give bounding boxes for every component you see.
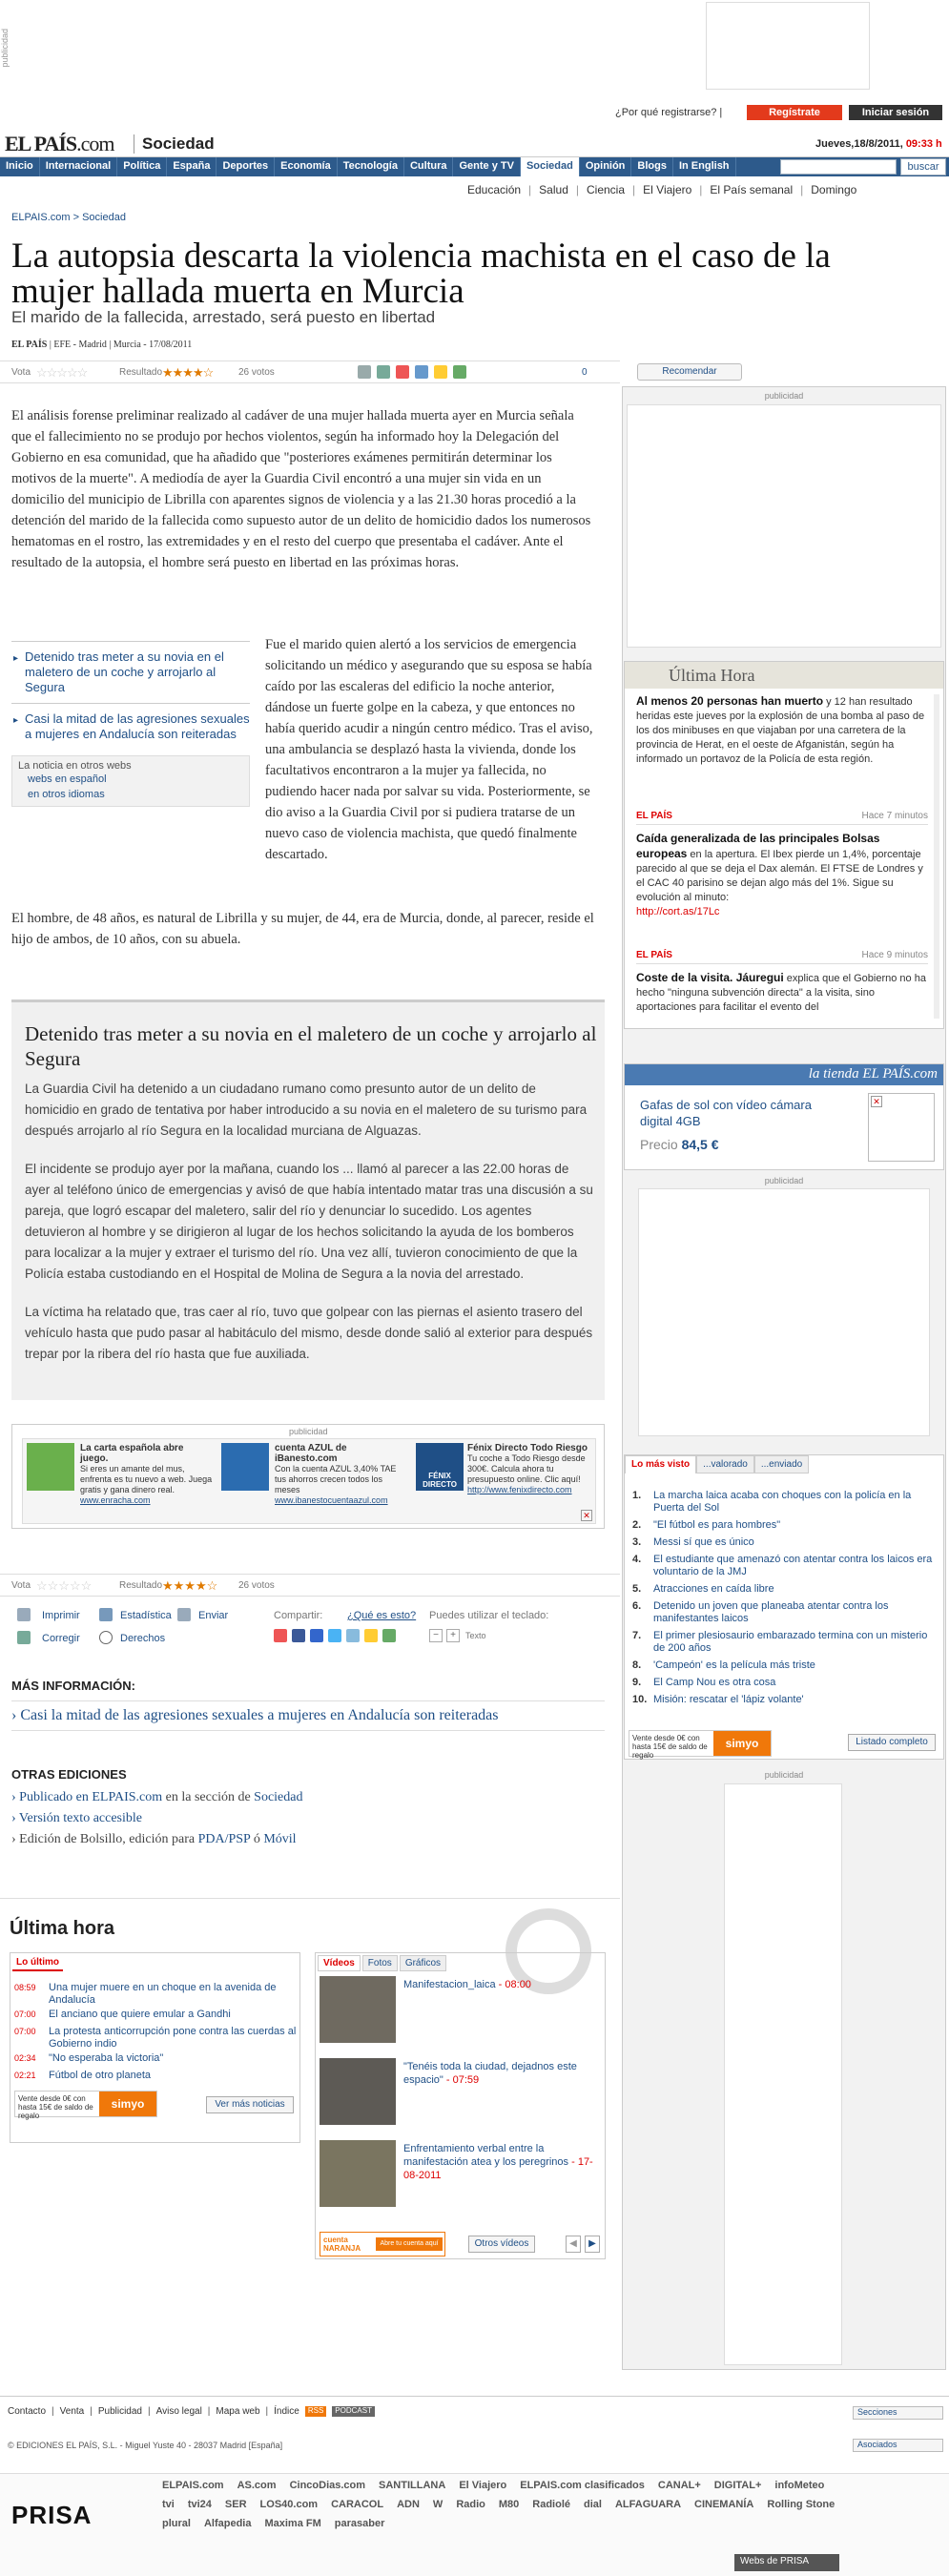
subnav-domingo[interactable]: Domingo: [811, 183, 857, 196]
other-editions: OTRAS EDICIONES › Publicado en ELPAIS.com en la sección de Sociedad › Versión texto accesible › Edición de Bolsillo, edición para PDA/PSP ó Móvil: [11, 1767, 605, 1850]
vote-stars[interactable]: ☆☆☆☆☆: [36, 365, 88, 380]
ad-image[interactable]: FÉNIX DIRECTO: [416, 1443, 464, 1491]
vote-count: 26 votos: [238, 367, 275, 378]
footer-link[interactable]: Contacto: [8, 2406, 47, 2417]
related-item[interactable]: ▸ Detenido tras meter a su novia en el maletero de un coche y arrojarlo al Segura: [11, 641, 250, 703]
edition-link[interactable]: › Publicado en ELPAIS.com en la sección de Sociedad: [11, 1790, 303, 1804]
correct-link[interactable]: Corregir: [42, 1633, 80, 1644]
next-arrow-icon[interactable]: ▶: [585, 2236, 600, 2253]
related-story-box: [11, 999, 605, 1400]
media-box: [315, 1952, 606, 2259]
nav-item-blogs[interactable]: Blogs: [631, 157, 673, 176]
list-item[interactable]: 8. 'Campeón' es la película más triste: [632, 1659, 815, 1671]
prev-arrow-icon[interactable]: ◀: [566, 2236, 581, 2253]
brand-link[interactable]: tvi: [162, 2499, 175, 2510]
ad-link[interactable]: http://www.fenixdirecto.com: [467, 1485, 572, 1494]
copyright-icon: [99, 1631, 113, 1644]
stats-link[interactable]: Estadística: [120, 1610, 172, 1621]
prisa-webs-select[interactable]: Webs de PRISA: [734, 2554, 839, 2571]
top-bar: [0, 103, 949, 122]
brand-link[interactable]: Rolling Stone: [767, 2499, 836, 2510]
article-paragraph-2: Fue el marido quien alertó a los servicios de emergencia solicitando un médico y asegurando que su esposa se había caído por las escaleras del edificio la noche anterior, dándose un fuerte golpe en la cabeza, y que entonces no había querido acudir a ningún centro médico. Tras el aviso, una ambulancia se desplazó hasta la vivienda, donde los facultativos encontraron a la mujer ya fallecida, no pudiendo hacer nada por salvar su vida. Posteriormente, se dio aviso a la Guardia Civil por si pudiera tratarse de un nuevo caso de violencia machista, que quedó finalmente descartado.: [265, 637, 593, 862]
brand-link[interactable]: ELPAIS.com clasificados: [520, 2480, 645, 2491]
breadcrumb[interactable]: ELPAIS.com > Sociedad: [11, 212, 126, 223]
related-story-p1: La Guardia Civil ha detenido a un ciudadano rumano como presunto autor de un delito de homicidio en grado de tentativa por haber introducido a su novia en el maletero de su turismo para después arrojarlo al río Segura en la localidad murciana de Alguazas.: [25, 1082, 588, 1138]
list-item[interactable]: 5. Atracciones en caída libre: [632, 1583, 774, 1595]
list-item[interactable]: 2. "El fútbol es para hombres": [632, 1519, 781, 1531]
breaking-news-item[interactable]: Caída generalizada de las principales Bolsas europeas en la apertura. El Ibex pierde un 1,4%, porcentaje parecido al que se deja el Dax alemán. El FTSE de Londres y el CAC 40 parisino se dejan algo más del 1%. Sigue su evolución al minuto: http://cort.as/17Lc: [636, 832, 923, 917]
ad-link[interactable]: www.enracha.com: [80, 1495, 151, 1505]
article-subtitle: El marido de la fallecida, arrestado, será puesto en libertad: [11, 308, 436, 326]
breaking-news-item[interactable]: Coste de la visita. Jáuregui explica que el Gobierno no ha hecho "ninguna subvención directa" a la visita, sino aportaciones para facilitar el evento del: [636, 971, 926, 1013]
brand-link[interactable]: plural: [162, 2518, 191, 2529]
share-icon[interactable]: [396, 365, 409, 379]
nav-item-politica[interactable]: Política: [117, 157, 167, 176]
nav-item-opinion[interactable]: Opinión: [580, 157, 632, 176]
footer-link[interactable]: Mapa web: [216, 2406, 260, 2417]
brand-link[interactable]: AS.com: [237, 2480, 277, 2491]
nav-item-cultura[interactable]: Cultura: [404, 157, 454, 176]
footer-link[interactable]: Publicidad: [97, 2406, 142, 2417]
why-register-link[interactable]: ¿Por qué registrarse? |: [615, 107, 723, 118]
brand-link[interactable]: ALFAGUARA: [614, 2499, 682, 2510]
tab-valorado[interactable]: ...valorado: [696, 1455, 754, 1473]
twitter-icon[interactable]: [328, 1629, 341, 1642]
other-videos-button[interactable]: Otros vídeos: [468, 2236, 535, 2253]
nav-item-deportes[interactable]: Deportes: [217, 157, 275, 176]
sidebar-skyscraper-ad[interactable]: [724, 1783, 842, 2365]
more-info: MÁS INFORMACIÓN: › Casi la mitad de las agresiones sexuales a mujeres en Andalucía son reiteradas: [11, 1679, 605, 1731]
register-button[interactable]: Regístrate: [747, 105, 842, 120]
brand-link[interactable]: DIGITAL+: [713, 2480, 762, 2491]
tab-lo-mas-visto[interactable]: Lo más visto: [625, 1455, 696, 1473]
latest-news-title: Última hora: [10, 1918, 115, 1939]
brand-link[interactable]: ELPAIS.com: [162, 2480, 224, 2491]
nav-item-gente[interactable]: Gente y TV: [453, 157, 520, 176]
text-decrease-button[interactable]: −: [429, 1629, 443, 1642]
bookmark-icon[interactable]: [364, 1629, 378, 1642]
nav-item-economia[interactable]: Economía: [275, 157, 338, 176]
vote-bar: Vota ☆☆☆☆☆ Resultado ★★★★☆ 26 votos 0: [0, 361, 620, 383]
store-box: la tienda EL PAÍS.com Gafas de sol con vídeo cámara digital 4GB Precio 84,5 € ✕: [624, 1063, 944, 1170]
brand-link[interactable]: Alfapedia: [203, 2518, 252, 2529]
print-icon[interactable]: [17, 1608, 31, 1621]
accessible-link[interactable]: › Versión texto accesible: [11, 1811, 142, 1825]
search-input[interactable]: [780, 159, 897, 175]
copyright: © EDICIONES EL PAÍS, S.L. - Miguel Yuste 40 - 28037 Madrid [España]: [8, 2441, 283, 2450]
more-news-button[interactable]: Ver más noticias: [206, 2096, 294, 2113]
vote-stars[interactable]: ☆☆☆☆☆: [36, 1578, 93, 1593]
tuenti-icon[interactable]: [310, 1629, 323, 1642]
bookmark-icon[interactable]: [434, 365, 447, 379]
subnav-ciencia[interactable]: Ciencia: [587, 183, 626, 196]
list-item[interactable]: 10. Misión: rescatar el 'lápiz volante': [632, 1694, 804, 1705]
brand-link[interactable]: CincoDias.com: [289, 2480, 366, 2491]
rights-link[interactable]: Derechos: [120, 1633, 166, 1644]
list-item[interactable]: 4. El estudiante que amenazó con atentar contra los laicos era voluntario de la JMJ: [632, 1554, 933, 1577]
brand-link[interactable]: CINEMANÍA: [694, 2499, 754, 2510]
sections-select[interactable]: Secciones: [853, 2406, 943, 2420]
subnav-viajero[interactable]: El Viajero: [643, 183, 692, 196]
article-title: La autopsia descarta la violencia machista en el caso de la mujer hallada muerta en Murcia: [11, 237, 831, 311]
social-icons: [274, 1629, 396, 1642]
brand-link[interactable]: SANTILLANA: [379, 2480, 446, 2491]
list-item[interactable]: 6. Detenido un joven que planeaba atentar contra los manifestantes laicos: [632, 1600, 889, 1624]
brand-link[interactable]: infoMeteo: [774, 2480, 825, 2491]
sub-nav: Educación | Salud | Ciencia | El Viajero | El País semanal | Domingo: [467, 183, 857, 196]
delicious-icon[interactable]: [346, 1629, 360, 1642]
breaking-news-box: Última Hora Al menos 20 personas han muerto y 12 han resultado heridas este jueves por la explosión de una bomba al paso de los dos minibuses en que viajaban por una carretera de la provincia de Herat, en el oeste de Afganistán, según ha informado un portavoz de la Policía de esta región. EL PAÍS Hace 7 minutos Caída generalizada de las principales Bolsas europeas en la apertura. El Ibex pierde un 1,4%, porcentaje parecido al que se deja el Dax alemán. El FTSE de Londres y el CAC 40 parisino se dejan algo más del 1%. Sigue su evolución al minuto: http://cort.as/17Lc EL PAÍS Hace 9 minutos Coste de la visita. Jáuregui explica que el Gobierno no ha hecho "ninguna subvención directa" a la visita, sino aportaciones para facilitar el evento del: [624, 661, 944, 1029]
footer: Contacto | Venta | Publicidad | Aviso legal | Mapa web | Índice RSS PODCAST Secciones Asociados © EDICIONES EL PAÍS, S.L. - Miguel Yuste 40 - 28037 Madrid [España] PRISA ELPAIS.com AS.com CincoDias.com SANTILLANA El Viajero ELPAIS.com clasificados CANAL+ DIGITAL+ infoMeteo tvi tvi24 SER LOS40.com CARACOL ADN W Radio M80 Radiolé dial ALFAGUARA CINEMANÍA Rolling Stone plural Alfapedia Maxima FM parasaber Webs de PRISA: [0, 2396, 949, 2575]
footer-link[interactable]: Índice: [274, 2406, 299, 2417]
brand-link[interactable]: LOS40.com: [259, 2499, 319, 2510]
simyo-ad[interactable]: Vente desde 0€ con hasta 15€ de saldo de regalo simyo: [629, 1730, 772, 1757]
text-ads: publicidad La carta española abre juego. Si eres un amante del mus, enfrenta es tu nuevo a web. Juega gratis y gana dinero real. www.enracha.com cuenta AZUL de iBanesto.com Con la cuenta AZUL 3,40% TAE tus ahorros crecen todos los meses www.ibanestocuentaazul.com FÉNIX DIRECTO Fénix Directo Todo Riesgo Tu coche a Todo Riesgo desde 300€. Calcula ahora tu presupuesto online. Clic aquí! http://www.fenixdirecto.com ✕: [11, 1424, 605, 1529]
tab-videos[interactable]: Vídeos: [318, 1955, 361, 1971]
most-viewed-list: [632, 1490, 938, 1711]
other-webs-link[interactable]: webs en español: [28, 773, 107, 785]
byline: EL PAÍS | EFE - Madrid | Murcia - 17/08/2011: [11, 340, 193, 350]
tab-lo-ultimo[interactable]: Lo último: [12, 1955, 63, 1971]
comment-icon[interactable]: [453, 365, 466, 379]
subnav-educacion[interactable]: Educación: [467, 183, 522, 196]
top-ad-banner[interactable]: [706, 2, 870, 90]
podcast-icon[interactable]: PODCAST: [332, 2406, 375, 2417]
share-icons: [358, 365, 466, 379]
video-item[interactable]: "Tenéis toda la ciudad, dejadnos este espacio" - 07:59: [320, 2058, 601, 2134]
brand-link[interactable]: dial: [584, 2499, 602, 2510]
breaking-news-item[interactable]: Al menos 20 personas han muerto y 12 han resultado heridas este jueves por la explosión de una bomba al paso de los dos minibuses en que viajaban por una carretera de la provincia de Herat, en el oeste de Afganistán, según ha informado un portavoz de la Policía de esta región.: [636, 694, 925, 765]
breaking-news-title: Última Hora: [625, 662, 943, 689]
vote-bar-bottom: Vota ☆☆☆☆☆ Resultado ★★★★☆ 26 votos: [0, 1574, 620, 1597]
list-item[interactable]: 7. El primer plesiosaurio embarazado termina con un misterio de 200 años: [632, 1630, 928, 1654]
email-icon[interactable]: [177, 1608, 191, 1621]
brand-link[interactable]: Radio: [456, 2499, 485, 2510]
close-icon[interactable]: ✕: [581, 1510, 592, 1521]
send-link[interactable]: Enviar: [198, 1610, 229, 1621]
nav-item-espana[interactable]: España: [167, 157, 217, 176]
video-item[interactable]: Manifestacion_laica - 08:00: [320, 1976, 601, 2052]
tab-fotos[interactable]: Fotos: [362, 1955, 398, 1971]
nav-item-tecnologia[interactable]: Tecnología: [338, 157, 404, 176]
article-paragraph-1: El análisis forense preliminar realizado al cadáver de una mujer hallada muerta ayer en Murcia señala que el fallecimiento no se produjo por hechos violentos, según ha informado hoy la Delegación del Gobierno en esa comunidad, que ha añadido que "posteriores exámenes permitirán determinar los motivos de la muerte". A mediodía de ayer la Guardia Civil encontró a una mujer sin vida en un domicilio del municipio de Librilla con aparentes signos de violencia y a las 21.30 horas procedió a la detención del marido de la fallecida como supuesto autor de un delito de homicidio dados los numerosos hematomas en el rostro, las extremidades y en el resto del cuerpo que presentaba el cadáver. Ante el resultado de la autopsia, el hombre será puesto en libertad en las próximas horas.: [11, 408, 591, 570]
search-button[interactable]: buscar: [900, 158, 946, 175]
brand-link[interactable]: M80: [498, 2499, 520, 2510]
text-increase-button[interactable]: +: [446, 1629, 460, 1642]
masthead: [0, 129, 949, 157]
full-list-button[interactable]: Listado completo: [848, 1734, 936, 1751]
list-item[interactable]: 3. Messi sí que es único: [632, 1536, 754, 1548]
breaking-news-link[interactable]: http://cort.as/17Lc: [636, 906, 720, 917]
sidebar-ad[interactable]: [627, 404, 941, 648]
broken-image-icon: ✕: [871, 1096, 882, 1107]
tab-graficos[interactable]: Gráficos: [400, 1955, 446, 1971]
meneame-icon[interactable]: [274, 1629, 287, 1642]
video-thumbnail[interactable]: [320, 2140, 396, 2207]
nav-item-english[interactable]: In English: [673, 157, 736, 176]
rss-icon[interactable]: RSS: [305, 2406, 326, 2417]
nav-item-sociedad[interactable]: Sociedad: [521, 157, 580, 176]
whatis-link[interactable]: ¿Qué es esto?: [347, 1610, 417, 1621]
result-stars: ★★★★☆: [162, 1578, 218, 1593]
video-item[interactable]: Enfrentamiento verbal entre la manifestación atea y los peregrinos - 17-08-2011: [320, 2140, 601, 2216]
email-icon[interactable]: [377, 365, 390, 379]
print-link[interactable]: Imprimir: [42, 1610, 80, 1621]
nav-item-inicio[interactable]: Inicio: [0, 157, 40, 176]
brand-link[interactable]: Radiolé: [532, 2499, 571, 2510]
other-webs-link[interactable]: en otros idiomas: [28, 789, 105, 800]
brand-link[interactable]: Maxima FM: [264, 2518, 321, 2529]
footer-link[interactable]: Aviso legal: [155, 2406, 202, 2417]
google-icon[interactable]: [382, 1629, 396, 1642]
brand-link[interactable]: SER: [224, 2499, 247, 2510]
scrollbar[interactable]: [934, 694, 939, 1019]
tab-enviado[interactable]: ...enviado: [754, 1455, 809, 1473]
store-price: 84,5 €: [681, 1137, 719, 1152]
article-paragraph-3: El hombre, de 48 años, es natural de Librilla y su mujer, de 44, era de Murcia, donde, al parecer, reside el hijo de ambos, de 10 años, con su abuela.: [11, 911, 594, 947]
other-webs-box: La noticia en otros webs webs en español en otros idiomas: [11, 755, 250, 807]
more-info-link[interactable]: › Casi la mitad de las agresiones sexuales a mujeres en Andalucía son reiteradas: [11, 1700, 605, 1731]
recommend-button[interactable]: Recomendar: [637, 363, 742, 381]
result-stars: ★★★★☆: [162, 365, 214, 380]
related-box: [11, 641, 250, 807]
login-button[interactable]: Iniciar sesión: [849, 105, 942, 120]
related-story-p3: La víctima ha relatado que, tras caer al río, tuvo que golpear con las piernas el asiento trasero del vehículo hasta que pudo pasar al habitáculo del mismo, desde donde salió al exterior para después trepar por la ribera del río hasta que fue auxiliada.: [25, 1305, 593, 1361]
edit-icon[interactable]: [17, 1631, 31, 1644]
list-item[interactable]: 1. La marcha laica acaba con choques con la policía en la Puerta del Sol: [632, 1490, 912, 1514]
video-thumbnail[interactable]: [320, 2058, 396, 2125]
date-time: Jueves,18/8/2011, 09:33 h: [815, 138, 942, 150]
product-image[interactable]: [868, 1093, 935, 1162]
prisa-logo[interactable]: PRISA: [11, 2501, 93, 2529]
elpais-logo[interactable]: EL PAÍS.com: [5, 132, 114, 155]
sidebar-ad[interactable]: [638, 1188, 930, 1436]
simyo-ad[interactable]: Vente desde 0€ con hasta 15€ de saldo de regalo simyo: [14, 2091, 157, 2117]
stats-icon[interactable]: [99, 1608, 113, 1621]
video-thumbnail[interactable]: [320, 1976, 396, 2043]
main-nav: [0, 157, 949, 176]
brand-link[interactable]: W: [432, 2499, 444, 2510]
section-title: Sociedad: [134, 134, 215, 154]
subnav-semanal[interactable]: El País semanal: [710, 183, 794, 196]
prisa-brands: [162, 2480, 849, 2529]
ad-image[interactable]: [221, 1443, 269, 1491]
partners-select[interactable]: Asociados: [853, 2439, 943, 2452]
prisa-bar: [0, 2473, 949, 2576]
comment-count[interactable]: 0: [582, 367, 588, 378]
vote-count: 26 votos: [238, 1580, 275, 1591]
related-story-title[interactable]: Detenido tras meter a su novia en el maletero de un coche y arrojarlo al Segura: [25, 1022, 597, 1070]
brand-link[interactable]: ADN: [397, 2499, 420, 2510]
print-icon[interactable]: [358, 365, 371, 379]
article-tools: Imprimir Estadística Enviar Corregir Derechos Compartir: ¿Qué es esto? Puedes utilizar el teclado: − + Texto: [11, 1608, 603, 1652]
store-title[interactable]: la tienda EL PAÍS.com: [625, 1064, 943, 1085]
list-item[interactable]: 9. El Camp Nou es otra cosa: [632, 1677, 776, 1688]
facebook-icon[interactable]: [415, 365, 428, 379]
nav-item-internacional[interactable]: Internacional: [40, 157, 117, 176]
latest-news-box: Lo último 08:59 Una mujer muere en un choque en la avenida de Andalucía 07:00 El anciano que quiere emular a Gandhi 07:00 La protesta anticorrupción pone contra las cuerdas al Gobierno indio 02:34 "No esperaba la victoria" 02:21 Fútbol de otro planeta Vente desde 0€ con hasta 15€ de saldo de regalo simyo Ver más noticias: [10, 1952, 300, 2143]
footer-link[interactable]: Venta: [59, 2406, 85, 2417]
mobile-edition-link[interactable]: › Edición de Bolsillo, edición para PDA/PSP ó Móvil: [11, 1832, 297, 1846]
subnav-salud[interactable]: Salud: [539, 183, 568, 196]
brand-link[interactable]: CANAL+: [657, 2480, 701, 2491]
ad-image[interactable]: [27, 1443, 74, 1491]
latest-news-section: [0, 1898, 620, 2298]
most-viewed-box: [624, 1454, 944, 1760]
related-story-p2: El incidente se produjo ayer por la mañana, cuando los ... llamó al parecer a las 22.00 horas de ayer al teléfono único de emergencias y avisó de que había intentado matar tras una discusión a su pareja, que logró escapar del maletero, salir del río y denunciar lo sucedido. Los agentes detuvieron al hombre y se dirigieron al lugar de los hechos solicitando la ayuda de los bomberos para localizar a la mujer y extraer el turismo del río. Una vez allí, tuvieron conocimiento de que la Policía estaba custodiando en el Hospital de Molina de Segura a la novia del arrestado.: [25, 1162, 593, 1281]
brand-link[interactable]: tvi24: [187, 2499, 212, 2510]
ad-link[interactable]: www.ibanestocuentaazul.com: [275, 1495, 388, 1505]
brand-link[interactable]: El Viajero: [459, 2480, 507, 2491]
brand-link[interactable]: parasaber: [334, 2518, 385, 2529]
cuenta-naranja-ad[interactable]: cuenta NARANJA Abre tu cuenta aquí: [320, 2232, 445, 2257]
side-ad-label: publicidad: [0, 29, 10, 68]
store-product[interactable]: Gafas de sol con vídeo cámara digital 4GB: [640, 1098, 812, 1128]
brand-link[interactable]: CARACOL: [331, 2499, 384, 2510]
facebook-icon[interactable]: [292, 1629, 305, 1642]
right-sidebar: publicidad publicidad publicidad: [622, 386, 946, 2370]
related-item[interactable]: ▸ Casi la mitad de las agresiones sexuales a mujeres en Andalucía son reiteradas: [11, 703, 250, 750]
